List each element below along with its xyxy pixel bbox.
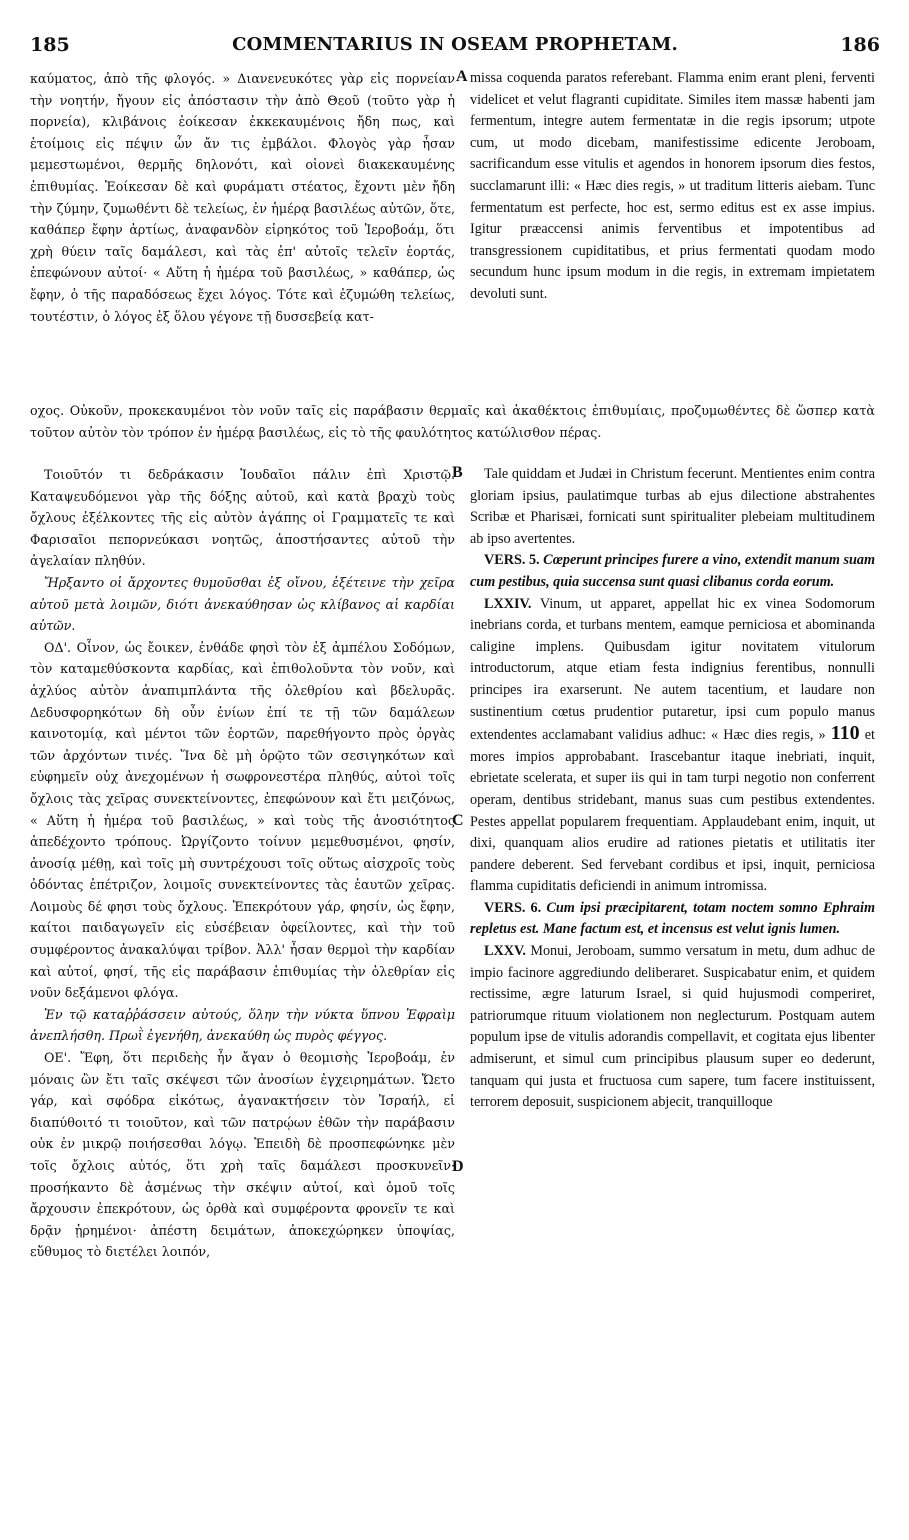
- margin-letter-d: D: [452, 1158, 464, 1175]
- margin-letter-b: B: [452, 464, 463, 481]
- latin-text: Monui, Jeroboam, summo versatum in metu, dum adhuc de impio facinore aggrediundo deliberaret. Suspicabatur enim, et quidem rectissime, ægre laturum Israel, si quid hujusmodi comperiret, patriorumque rituum violationem non neglecturum. Postquam autem populum ipse de vitulis adorandis compellavit, et cogitata ejus libenter admiserunt, et simul cum principibus plausum super eo dederunt, tanquam qui justa et fructuosa cum sapere, tum facere instituissent, terrorem deposuit, suspicionem abjecit, tranquilloque: [470, 943, 876, 1111]
- greek-verse-6: Ἐν τῷ καταῤῥάσσειν αὐτούς, ὅλην τὴν νύκτα ὕπνου Ἐφραὶμ ἀνεπλήσθη. Πρωῒ ἐγενήθη, ἀνεκαύθη ὡς πυρὸς φέγγος.: [30, 1006, 455, 1044]
- latin-column-bottom: [470, 464, 875, 1114]
- latin-text: et mores impios approbabant. Irascebantur itaque inebriati, inquit, ebrietate scelerata, et super iis qui in tam turpi negotio non conferrent operam, dentibus stridebant, manus suas cum pestibus extendentes. Pestes appellat popularem frequentiam. Applaudebant enim, inquit, ut dixi, quanquam alios erudire ad rationes pietatis et utilitatis iter pandere deberent. Sed fervebant cordibus et ipsi, inquit, perniciosa flamma cupiditatis deficiendi in animum intromissa.: [470, 727, 875, 895]
- greek-verse-5: Ἤρξαντο οἱ ἄρχοντες θυμοῦσθαι ἐξ οἴνου, ἐξέτεινε τὴν χεῖρα αὐτοῦ μετὰ λοιμῶν, διότι ἀνεκαύθησαν ὡς κλίβανος αἱ καρδίαι αὐτῶν.: [30, 574, 455, 634]
- greek-column-bottom: [30, 464, 455, 1263]
- verse-text: Cœperunt principes furere a vino, extendit manum suam cum pestibus, quia succensa sunt quasi clibanus corda eorum.: [470, 552, 876, 590]
- latin-column-top: [470, 68, 875, 306]
- column-number: 110: [830, 722, 860, 745]
- latin-text: Vinum, ut apparet, appellat hic ex vinea Sodomorum inebrians corda, et turbans mentem, eamque perniciosa et abominanda caligine implens. Quibusdam igitur novitatem vitulorum introductorum, atque etiam festa indignius ferentibus, nonnulli principes ira exarserunt. Ne autem tacentium, et laudare non sustinentium cœtus prudentior putaretur, ipsi cum populo manus extendentes acclamabant validius adhuc: « Hæc dies regis, »: [470, 595, 876, 744]
- page-number-left: 185: [30, 34, 70, 56]
- section-number: LXXIV.: [484, 595, 532, 612]
- section-number: LXXV.: [484, 943, 526, 960]
- latin-verse-5: [470, 550, 875, 593]
- latin-paragraph: missa coquenda paratos referebant. Flamma enim erant pleni, ferventi videlicet et velut flagranti cupiditate. Similes item massæ habenti jam fermentum, integre autem fermentatæ in die regis ipsorum; utpote cum, ut modo dicebam, manifestissime edicente Jeroboam, sacrificandum esse vitulis et agendos in honorem ipsorum dies festos, succlamarunt illi: « Hæc dies regis, » ut traditum litteris aiebam. Tunc fermentatum est perfecte, hoc est, sermo editus est ex asse impius. Igitur præaccensi animis ferventibus et impotentibus ad transgressionem cupiditatibus, et prius fermentati quodam modo secundum hunc ipsum modum in die regis, in extremam impietatem devoluti sunt.: [470, 70, 875, 302]
- page-number-right: 186: [840, 34, 880, 56]
- verse-label: VERS. 5.: [484, 552, 540, 569]
- latin-paragraph-lxxv: [470, 941, 875, 1114]
- greek-paragraph: οχος. Οὐκοῦν, προκεκαυμένοι τὸν νοῦν ταῖς εἰς παράβασιν θερμαῖς καὶ ἀκαθέκτοις ἐπιθυμίαις, προζυμωθέντες δὲ ὥσπερ κατὰ τοῦτον αὐτὸν τὸν τρόπον ἐν ἡμέρᾳ βασιλέως, εἰς τὸ τῆς φαυλότητος κατώλισθον πέρας.: [30, 403, 875, 440]
- greek-paragraph: Τοιοῦτόν τι δεδράκασιν Ἰουδαῖοι πάλιν ἐπὶ Χριστῷ. Καταψευδόμενοι γὰρ τῆς δόξης αὐτοῦ, καὶ κατὰ βραχὺ τοὺς ὄχλους ἐξέλκοντες τῆς εἰς αὐτὸν ἀγάπης οἱ Γραμματεῖς τε καὶ Φαρισαῖοι πεπορνεύκασι νοητῶς, ἀποστήσαντες αὐτοῦ τὴν ἀγελαίαν πληθύν.: [30, 467, 455, 569]
- verse-text: Cum ipsi præcipitarent, totam noctem somno Ephraim repletus est. Mane factum est, et incensus est velut ignis lumen.: [470, 899, 875, 938]
- greek-column-top: [30, 68, 455, 327]
- greek-paragraph-od: ΟΔ'. Οἶνον, ὡς ἔοικεν, ἐνθάδε φησὶ τὸν ἐξ ἀμπέλου Σοδόμων, τὸν καταμεθύσκοντα καρδίας, καὶ ἐπιθολοῦντα τὸν νοῦν, καὶ ἀχλύος αὐτὸν ἀναπιμπλάντα τῆς ὀλεθρίου καὶ βδελυρᾶς. Δεδυσφορηκότων δὴ οὖν ἐνίων ἐπί τε τῇ τῶν δαμάλεων καινοτομίᾳ, καὶ μέντοι τῶν ἑορτῶν, παρεθήγοντο πρὸς ὀργὰς τῶν ἀρχόντων τινές. Ἵνα δὲ μὴ ὁρῷτο τῶν σεσιγηκότων καὶ εὐφημεῖν οὐχ ἀνεχομένων ἡ σωφρονεστέρα πληθύς, αὐτοὶ τοῖς ὄχλοις τὰς χεῖρας συνεκτείνοντες, ἐπεφώνουν καὶ ἔτι μειζόνως, « Αὕτη ἡ ἡμέρα τοῦ βασιλέως, » καὶ τοὺς τῆς ἀνοσιότητος ἀπεδέχοντο τρόπους. Ὠργίζοντο τοίνυν μεμεθυσμένοι, φησίν, ἀνοσίᾳ μέθῃ, καὶ τοῖς μὴ συντρέχουσι τοῖς οὕτως αἰσχροῖς τοὺς ὀδόντας ἐπέτριζον, λοιμοῖς συνεκτείνοντες τὰς ἑαυτῶν χεῖρας. Λοιμοὺς δέ φησι τοὺς ὄχλους. Ἐπεκρότουν γάρ, φησίν, ὡς ἔφην, καίτοι παιδαγωγεῖν εἰς εὐσέβειαν ὀφείλοντες, καὶ τὴν τοῦ συμφέροντος ἀνακαλύψαι τρίβον. Ἀλλ' ἦσαν θερμοὶ τὴν καρδίαν καὶ αὐτοί, φησί, τῆς εἰς παράβασιν ἐπιθυμίας τὴν ὀλεθρίαν εἰς νοῦν δεξάμενοι φλόγα.: [30, 639, 455, 1001]
- latin-verse-6: [470, 898, 875, 941]
- greek-full-width: [30, 400, 875, 443]
- margin-letter-c: C: [452, 812, 464, 829]
- verse-label: VERS. 6.: [484, 899, 542, 916]
- greek-paragraph-oe: ΟΕ'. Ἔφη, ὅτι περιδεὴς ἦν ἄγαν ὁ θεομισὴς Ἱεροβοάμ, ἐν μόναις ὢν ἔτι ταῖς σκέψεσι τῶν ἀνοσίων ἐγχειρημάτων. Ὤετο γάρ, καὶ σφόδρα εἰκότως, ἀγανακτήσειν τὸν Ἰσραήλ, εἰ διαπύθοιτό τι τοιοῦτον, καὶ τῶν πατρῴων ἐθῶν τὴν παράβασιν οὐκ ἐν μικρῷ ποιήσεσθαι λόγῳ. Ἐπειδὴ δὲ προσπεφώνηκε μὲν τοῖς ὄχλοις αὐτός, ὅτι χρὴ ταῖς δαμάλεσι προσκυνεῖν· προσήκαντο δὲ ἀσμένως τὴν σκέψιν αὐτοί, καὶ ὁμοῦ τοῖς ἄρχουσιν ἐπεκρότουν, ὡς ὀρθὰ καὶ συμφέροντα φρονεῖν τε καὶ δρᾷν ᾑρημένοι· ἀπέστη δειμάτων, ἀποκεχώρηκεν ὑποψίας, εὔθυμος τὸ διετέλει λοιπόν,: [30, 1050, 455, 1260]
- running-title: COMMENTARIUS IN OSEAM PROPHETAM.: [232, 34, 678, 55]
- latin-paragraph-lxxiv: [470, 594, 875, 898]
- page-header: [30, 34, 880, 60]
- greek-paragraph: καύματος, ἀπὸ τῆς φλογός. » Διανενευκότες γὰρ εἰς πορνείαν τὴν νοητήν, ἤγουν εἰς ἀπόστασιν τὴν ἀπὸ Θεοῦ (τοῦτο γὰρ ἡ πορνεία), κλιβάνοις ἐοίκεσαν ἐκκεκαυμένοις ἤδη πως, καὶ ἑτοίμοις εἰς πέψιν ὧν ἄν τις ἐμβάλοι. Φλογὸς γὰρ ἦσαν μεμεστωμένοι, θερμῆς δηλονότι, καὶ οἱονεὶ διακεκαυμένης ἐπιθυμίας. Ἐοίκεσαν δὲ καὶ φυράματι στέατος, ἔχοντι μὲν ἤδη τὴν ζύμην, ζυμωθέντι δὲ τελείως, ἐν ἡμέρᾳ βασιλέως αὐτῶν, ὅτε, καθάπερ ἔφην ἀρτίως, ἀναφανδὸν εἰρηκότος τοῦ Ἱεροβοάμ, ὅτι χρὴ θύειν ταῖς δαμάλεσι, καὶ τὰς ἐπ' αὐτοῖς τελεῖν ἑορτάς, ἐπεφώνουν αὐτοί· « Αὕτη ἡ ἡμέρα τοῦ βασιλέως, » καθάπερ, ὡς ἔφην, ὁ τῆς παραδόσεως ἔχει λόγος. Τότε καὶ ἐζυμώθη τελείως, τουτέστιν, ὁ λόγος ἐξ ὅλου γέγονε τῇ δυσσεβείᾳ κατ-: [30, 71, 455, 324]
- latin-paragraph: Tale quiddam et Judæi in Christum fecerunt. Mentientes enim contra gloriam ipsius, paulatimque turbas ab ejus dilectione abstrahentes Scribæ et Pharisæi, fornicati sunt spiritualiter plebeiam multitudinem ab ipso avertentes.: [470, 466, 875, 547]
- margin-letter-a: A: [456, 68, 468, 85]
